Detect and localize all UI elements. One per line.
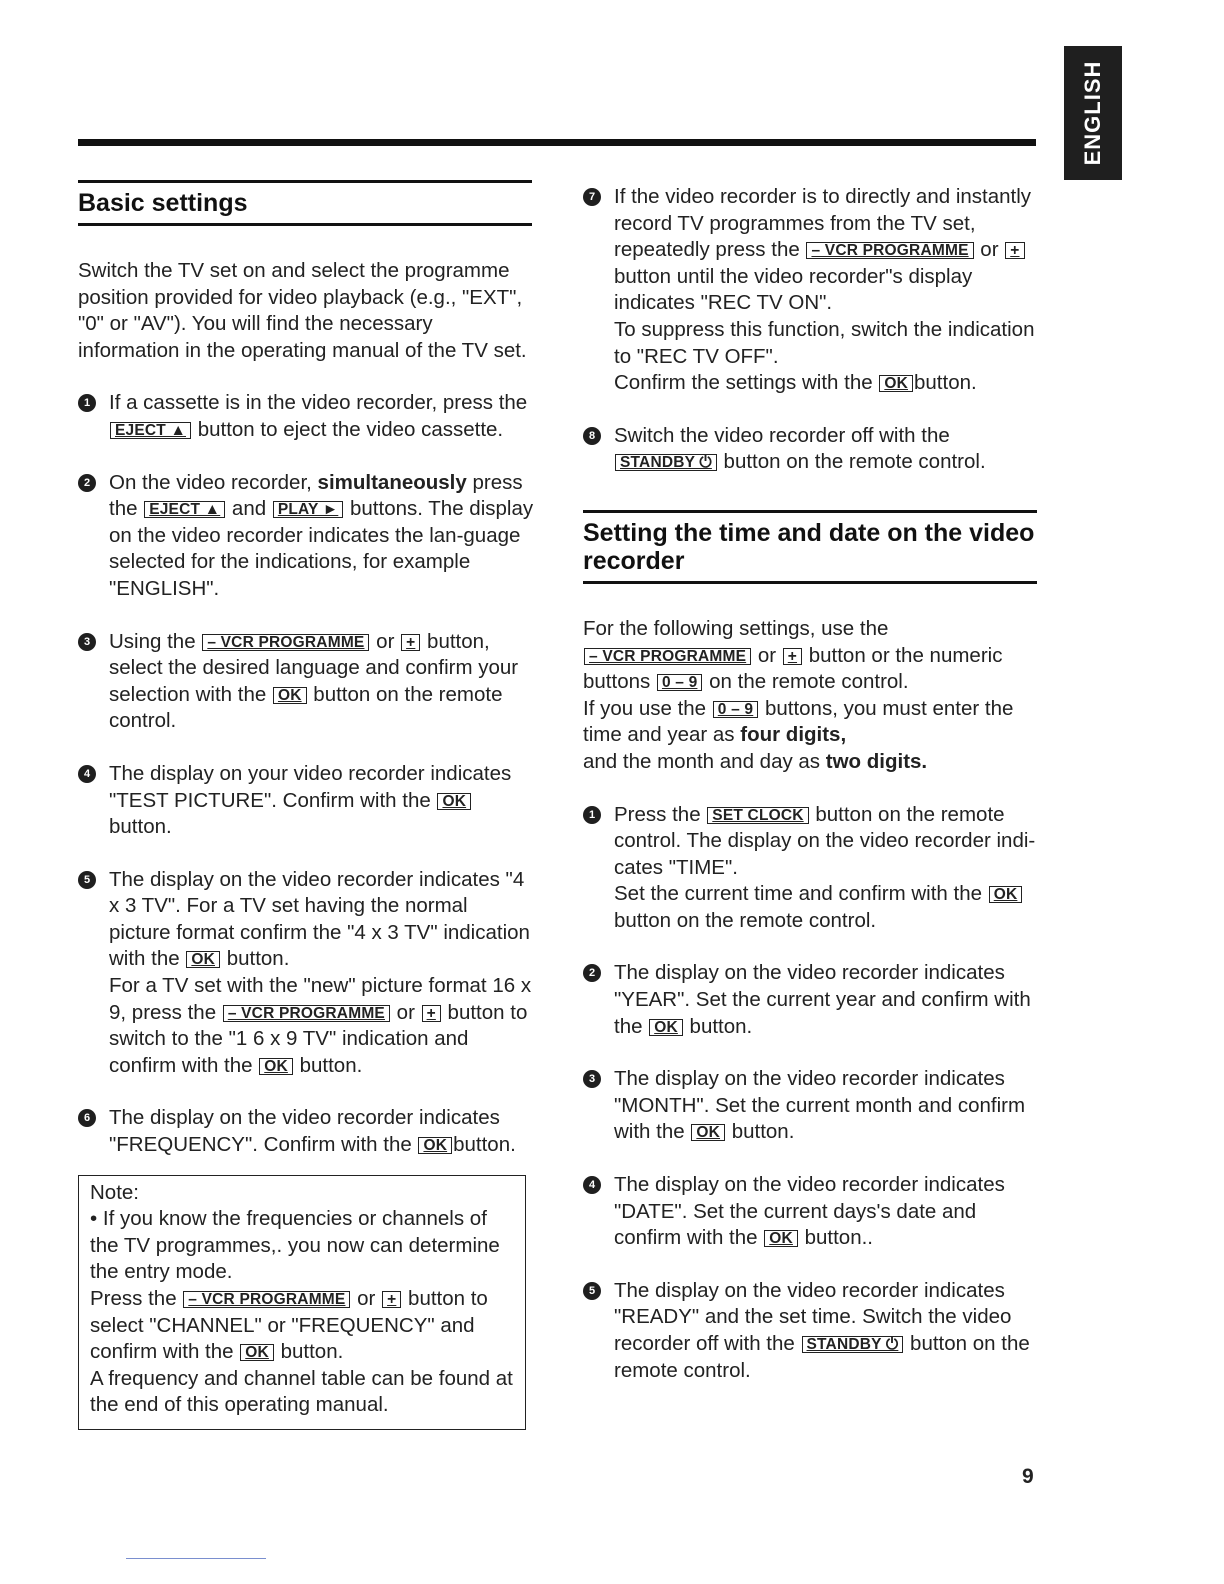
digit-keys: 0 – 9 (713, 701, 758, 718)
ok-key: OK (240, 1344, 274, 1361)
step-number: 5 (583, 1282, 601, 1300)
ok-key: OK (879, 375, 913, 392)
vcr-programme-key: – VCR PROGRAMME (584, 648, 751, 665)
plus-key: + (783, 648, 802, 665)
step-number: 6 (78, 1109, 96, 1127)
step-4: 4 The display on your video recorder indicates "TEST PICTURE". Confirm with the OK button. (78, 761, 534, 841)
time-step-2: 2 The display on the video recorder indicates "YEAR". Set the current year and confirm with the OK button. (583, 960, 1039, 1040)
step-number: 4 (583, 1176, 601, 1194)
step-number: 2 (78, 474, 96, 492)
digit-keys: 0 – 9 (657, 674, 702, 691)
play-key: PLAY ► (273, 501, 343, 518)
ok-key: OK (989, 886, 1023, 903)
section-heading-basic-settings: Basic settings (78, 180, 532, 226)
top-rule (78, 139, 1036, 146)
vcr-programme-key: – VCR PROGRAMME (806, 242, 973, 259)
plus-key: + (1005, 242, 1024, 259)
ok-key: OK (418, 1137, 452, 1154)
time-step-1: 1 Press the SET CLOCK button on the remote control. The display on the video recorder indi-cates "TIME". Set the current time and confirm with the OK button on the remote control. (583, 802, 1039, 935)
plus-key: + (382, 1291, 401, 1308)
footer-line (126, 1558, 266, 1559)
standby-key: STANDBY ⏻ (615, 454, 717, 471)
step-number: 5 (78, 871, 96, 889)
step-number: 7 (583, 188, 601, 206)
step-3: 3 Using the – VCR PROGRAMME or + button, select the desired language and confirm your selection with the OK button on the remote control. (78, 629, 534, 735)
step-number: 4 (78, 765, 96, 783)
note-table-reference: A frequency and channel table can be found at the end of this operating manual. (90, 1366, 513, 1417)
standby-key: STANDBY ⏻ (802, 1336, 904, 1353)
language-tab (1064, 46, 1122, 180)
plus-key: + (401, 634, 420, 651)
step-5: 5 The display on the video recorder indicates "4 x 3 TV". For a TV set having the normal picture format confirm the "4 x 3 TV" indication with the OK button. For a TV set with the "new" picture format 16 x 9, press the – VCR PROGRAMME or + button to switch to the "1 6 x 9 TV" indication and confirm with the OK button. (78, 867, 534, 1080)
ok-key: OK (764, 1230, 798, 1247)
note-title: Note: (90, 1180, 139, 1204)
note-instruction: Press the – VCR PROGRAMME or + button to select "CHANNEL" or "FREQUENCY" and confirm with the OK button. (90, 1287, 488, 1364)
vcr-programme-key: – VCR PROGRAMME (202, 634, 369, 651)
step-number: 3 (583, 1070, 601, 1088)
vcr-programme-key: – VCR PROGRAMME (183, 1291, 350, 1308)
intro-paragraph: Switch the TV set on and select the programme position provided for video playback (e.g., "EXT", "0" or "AV"). You will find the necessary information in the operating manual of the TV set. (78, 259, 527, 362)
ok-key: OK (649, 1019, 683, 1036)
plus-key: + (422, 1005, 441, 1022)
time-date-intro: For the following settings, use the – VCR PROGRAMME or + button or the numeric buttons 0 – 9 on the remote control. If you use the 0 – 9 buttons, you must enter the time and year as four digits, and the month and day as two digits. (583, 616, 1014, 773)
step-number: 1 (78, 394, 96, 412)
eject-key: EJECT ▲ (144, 501, 225, 518)
ok-key: OK (259, 1058, 293, 1075)
eject-key: EJECT ▲ (110, 422, 191, 439)
note-bullet: • If you know the frequencies or channels of the TV programmes,. you now can determine the entry mode. (90, 1207, 500, 1284)
ok-key: OK (186, 951, 220, 968)
ok-key: OK (691, 1124, 725, 1141)
language-tab-label: ENGLISH (1080, 60, 1105, 166)
step-1: 1 If a cassette is in the video recorder, press the EJECT ▲ button to eject the video cassette. (78, 390, 534, 443)
section-heading-time-date: Setting the time and date on the video recorder (583, 510, 1037, 584)
set-clock-key: SET CLOCK (707, 807, 808, 824)
note-box (78, 1175, 526, 1430)
step-number: 1 (583, 806, 601, 824)
step-6: 6 The display on the video recorder indicates "FREQUENCY". Confirm with the OK button. (78, 1105, 534, 1158)
time-step-5: 5 The display on the video recorder indicates "READY" and the set time. Switch the video recorder off with the STANDBY ⏻ button on the remote control. (583, 1278, 1039, 1384)
step-8: 8 Switch the video recorder off with the STANDBY ⏻ button on the remote control. (583, 423, 1039, 476)
time-step-3: 3 The display on the video recorder indicates "MONTH". Set the current month and confirm with the OK button. (583, 1066, 1039, 1146)
left-column (78, 180, 534, 1430)
step-number: 8 (583, 427, 601, 445)
ok-key: OK (437, 793, 471, 810)
step-7: 7 If the video recorder is to directly and instantly record TV programmes from the TV set, repeatedly press the – VCR PROGRAMME or + button until the video recorder"s display indicates "REC TV ON". To suppress this function, switch the indication to "REC TV OFF". Confirm the settings with the OK button. (583, 184, 1039, 397)
vcr-programme-key: – VCR PROGRAMME (223, 1005, 390, 1022)
page-number: 9 (1022, 1465, 1034, 1488)
time-step-4: 4 The display on the video recorder indicates "DATE". Set the current days's date and confirm with the OK button.. (583, 1172, 1039, 1252)
step-2: 2 On the video recorder, simultaneously press the EJECT ▲ and PLAY ► buttons. The display on the video recorder indicates the lan-guage selected for the indications, for example "ENGLISH". (78, 470, 534, 603)
step-number: 2 (583, 964, 601, 982)
right-column (583, 184, 1039, 1384)
step-number: 3 (78, 633, 96, 651)
ok-key: OK (273, 687, 307, 704)
